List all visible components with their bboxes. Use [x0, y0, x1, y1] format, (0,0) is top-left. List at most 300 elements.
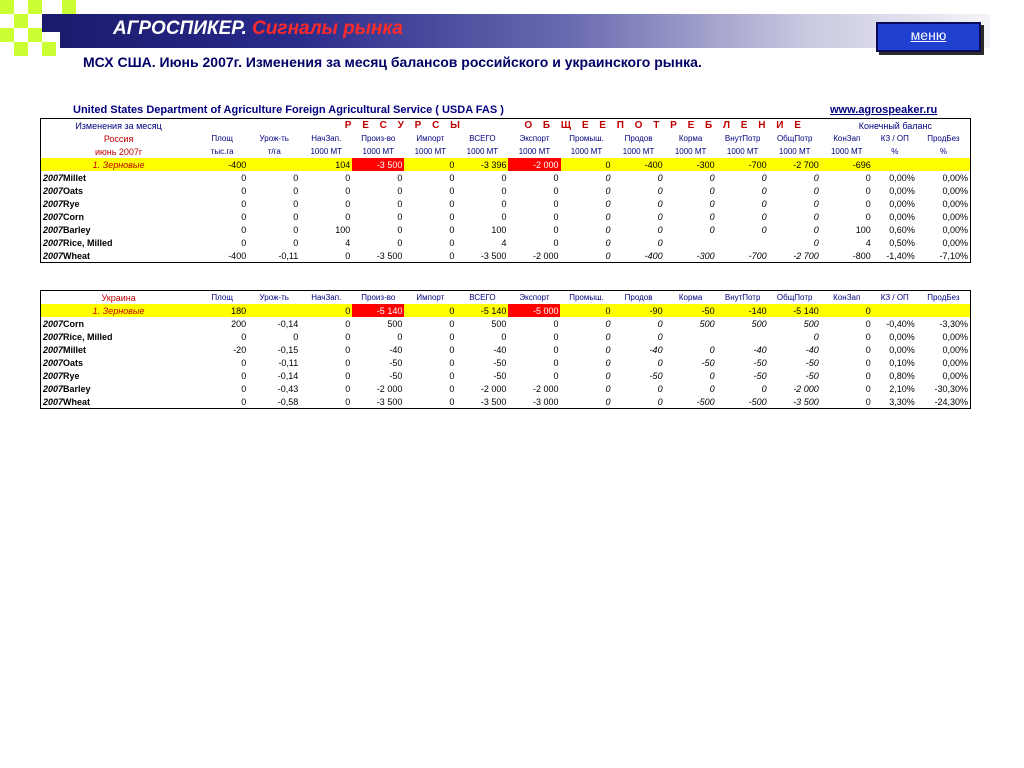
total-cell — [248, 158, 300, 171]
table-cell: -7,10% — [939, 250, 968, 261]
total-cell: -5 140 — [769, 304, 821, 317]
table-cell: -2 000 — [480, 383, 507, 394]
table-cell — [717, 236, 769, 249]
table-cell: 0 — [813, 198, 819, 209]
table-cell: -50 — [389, 370, 403, 381]
table-cell: 0,00% — [942, 211, 968, 222]
decor-square — [42, 42, 56, 56]
table-cell: 0 — [865, 396, 871, 407]
column-header: Экспорт — [519, 134, 550, 143]
table-cell: 500 — [751, 318, 767, 329]
table-cell: 0 — [241, 383, 247, 394]
year-label: 2007 — [43, 211, 64, 222]
table-cell: 0 — [865, 185, 871, 196]
table-cell: 0 — [241, 370, 247, 381]
ukraine-table-frame — [40, 290, 971, 409]
table-cell: -3 500 — [480, 250, 507, 261]
table-cell: 100 — [491, 224, 507, 235]
period-label: июнь 2007г — [94, 146, 143, 157]
column-header: КонЗап — [833, 293, 861, 302]
table-cell: 0 — [345, 250, 351, 261]
table-cell: 0,00% — [889, 172, 915, 183]
total-cell: 104 — [300, 158, 352, 171]
table-row — [41, 330, 970, 343]
table-cell: 0 — [241, 211, 247, 222]
table-cell: 0 — [241, 224, 247, 235]
year-label: 2007 — [43, 172, 64, 183]
table-cell: -0,15 — [277, 344, 299, 355]
table-cell: 0,80% — [889, 370, 915, 381]
table-cell: 0 — [293, 331, 299, 342]
table-cell: 0 — [241, 331, 247, 342]
table-cell: 0 — [397, 185, 403, 196]
table-cell: 500 — [387, 318, 403, 329]
table-cell: 0 — [449, 250, 455, 261]
table-cell: -40 — [649, 344, 663, 355]
table-cell: 0 — [397, 172, 403, 183]
table-cell: 0 — [709, 370, 715, 381]
crop-label — [41, 197, 196, 210]
table-row — [41, 343, 970, 356]
table-cell: 3,30% — [889, 396, 915, 407]
total-cell: 0 — [821, 304, 873, 317]
column-header: КонЗап — [833, 134, 861, 143]
table-cell: 0 — [605, 172, 611, 183]
table-cell: -3 500 — [480, 396, 507, 407]
table-cell: 0 — [813, 185, 819, 196]
table-cell: 0 — [293, 172, 299, 183]
crop-name: Corn — [63, 211, 85, 222]
table-cell — [665, 236, 717, 249]
decor-square — [14, 42, 28, 56]
table-cell: -30,30% — [934, 383, 968, 394]
year-label: 2007 — [43, 357, 64, 368]
table-cell: 0 — [241, 172, 247, 183]
table-cell: 0,00% — [889, 344, 915, 355]
total-cell: -3 396 — [456, 158, 508, 171]
total-cell: 0 — [404, 158, 456, 171]
table-cell: -0,58 — [277, 396, 299, 407]
table-cell: 4 — [501, 237, 507, 248]
total-cell: -5 140 — [456, 304, 508, 317]
table-cell: 0 — [241, 198, 247, 209]
table-cell: -2 000 — [532, 250, 559, 261]
total-cell: -5 000 — [508, 304, 560, 317]
table-row — [41, 356, 970, 369]
total-cell: 0 — [560, 304, 612, 317]
title-main: АГРОСПИКЕР. — [113, 18, 247, 39]
table-cell: 0,10% — [889, 357, 915, 368]
section-final-balance: Конечный баланс — [858, 120, 932, 131]
table-cell: 0 — [605, 318, 611, 329]
table-cell: 0 — [293, 237, 299, 248]
table-cell: 0 — [813, 172, 819, 183]
table-cell: 0 — [345, 211, 351, 222]
column-header: ПродБез — [927, 134, 960, 143]
table-cell: -3 500 — [376, 250, 403, 261]
source-agency: United States Department of Agriculture Foreign Agricultural Service ( USDA FAS ) — [73, 104, 504, 116]
year-label: 2007 — [43, 237, 64, 248]
total-cell: 0 — [300, 304, 352, 317]
russia-total-row — [41, 158, 970, 171]
year-label: 2007 — [43, 344, 64, 355]
table-cell: -50 — [805, 357, 819, 368]
table-cell: 0 — [241, 396, 247, 407]
table-cell: 4 — [865, 237, 871, 248]
table-cell: 0 — [761, 383, 767, 394]
column-header: ВСЕГО — [469, 293, 496, 302]
crop-name: Oats — [63, 357, 84, 368]
table-cell: 0 — [865, 383, 871, 394]
column-header: КЗ / ОП — [880, 134, 909, 143]
table-cell: 500 — [699, 318, 715, 329]
crop-name: Wheat — [63, 250, 91, 261]
table-cell: 0 — [397, 331, 403, 342]
crop-label — [41, 210, 196, 223]
table-cell: 0 — [397, 211, 403, 222]
table-cell: 0 — [553, 344, 559, 355]
crop-name: Barley — [63, 224, 91, 235]
column-header: Промыш. — [569, 134, 604, 143]
table-cell: 0 — [761, 172, 767, 183]
crop-name: Barley — [63, 383, 91, 394]
table-cell: 0 — [657, 211, 663, 222]
ukraine-table — [41, 291, 970, 408]
unit-label: % — [891, 147, 899, 156]
table-cell: 0,00% — [889, 211, 915, 222]
crop-name: Rye — [63, 370, 80, 381]
table-cell: 0 — [709, 198, 715, 209]
decor-square — [28, 0, 42, 14]
table-cell: 0,00% — [942, 357, 968, 368]
table-cell: 0 — [865, 344, 871, 355]
column-header: ОбщПотр — [776, 134, 813, 143]
table-cell: -1,40% — [886, 250, 915, 261]
table-row — [41, 395, 970, 408]
crop-name: Millet — [63, 172, 87, 183]
page-subtitle: МСХ США. Июнь 2007г. Изменения за месяц балансов российского и украинского рынка. — [83, 54, 702, 70]
table-cell — [665, 330, 717, 343]
table-cell: 0 — [605, 383, 611, 394]
total-cell: -696 — [821, 158, 873, 171]
total-cell: -400 — [196, 158, 248, 171]
table-cell: 0 — [553, 370, 559, 381]
table-cell: 0 — [553, 237, 559, 248]
table-cell: -50 — [493, 370, 507, 381]
unit-label: 1000 МТ — [570, 147, 603, 156]
table-cell: 0 — [657, 357, 663, 368]
table-cell: -3 500 — [793, 396, 819, 407]
table-cell: 0 — [605, 344, 611, 355]
section-consumption: О Б Щ Е Е П О Т Р Е Б Л Е Н И Е — [524, 120, 805, 131]
total-cell: -50 — [665, 304, 717, 317]
table-cell: -0,14 — [277, 370, 299, 381]
table-cell: 0 — [293, 198, 299, 209]
table-cell: 0 — [605, 211, 611, 222]
table-cell: -2 000 — [376, 383, 403, 394]
table-cell: 0 — [397, 224, 403, 235]
country-label: Россия — [103, 133, 134, 144]
table-cell: 0 — [657, 318, 663, 329]
crop-label — [41, 171, 196, 184]
table-cell: -40 — [805, 344, 819, 355]
table-cell: 0 — [657, 331, 663, 342]
table-cell: 0 — [553, 211, 559, 222]
crop-label — [41, 223, 196, 236]
menu-button[interactable]: меню — [876, 22, 981, 52]
crop-name: Rice, Milled — [63, 237, 113, 248]
table-cell: -800 — [852, 250, 871, 261]
table-cell: -50 — [805, 370, 819, 381]
table-cell: -50 — [649, 370, 663, 381]
total-cell: -400 — [613, 158, 665, 171]
table-cell: 0 — [449, 198, 455, 209]
table-cell: -50 — [753, 357, 767, 368]
decor-square — [28, 28, 42, 42]
table-cell: 100 — [335, 224, 351, 235]
table-row — [41, 210, 970, 223]
russia-header-row-1 — [41, 119, 970, 132]
total-cell: -3 500 — [352, 158, 404, 171]
year-label: 2007 — [43, 198, 64, 209]
russia-column-headers — [41, 132, 970, 145]
year-label: 2007 — [43, 250, 64, 261]
column-header: Экспорт — [519, 293, 550, 302]
table-cell: 0 — [553, 172, 559, 183]
column-header: Площ — [211, 293, 233, 302]
table-row — [41, 197, 970, 210]
russia-table — [41, 119, 970, 262]
table-cell: 0 — [709, 211, 715, 222]
table-cell: 0 — [241, 185, 247, 196]
total-cell: -2 700 — [769, 158, 821, 171]
table-cell: 0 — [709, 344, 715, 355]
country-label: Украина — [101, 292, 136, 303]
year-label: 2007 — [43, 185, 64, 196]
column-header: Произ-во — [361, 134, 396, 143]
unit-label: 1000 МТ — [466, 147, 499, 156]
table-cell: -0,11 — [278, 250, 299, 261]
table-cell: 0 — [657, 396, 663, 407]
table-cell: 0 — [761, 224, 767, 235]
table-cell: 0,60% — [889, 224, 915, 235]
unit-label: 1000 МТ — [726, 147, 759, 156]
table-cell: 0 — [813, 211, 819, 222]
column-header: НачЗап. — [311, 134, 342, 143]
total-cell: 180 — [196, 304, 248, 317]
table-cell: 0 — [345, 331, 351, 342]
unit-label: т/га — [267, 147, 281, 156]
total-cell — [873, 158, 917, 171]
table-cell: 0 — [397, 198, 403, 209]
column-header: ОбщПотр — [776, 293, 813, 302]
crop-label — [41, 343, 196, 356]
column-header: Урож-ть — [259, 134, 289, 143]
table-row — [41, 369, 970, 382]
table-cell: 0 — [293, 211, 299, 222]
table-cell: -2 000 — [793, 383, 819, 394]
table-cell: 0 — [345, 344, 351, 355]
total-cell: 0 — [561, 158, 613, 171]
crop-label — [41, 330, 196, 343]
table-cell: 0 — [761, 211, 767, 222]
table-cell: -40 — [389, 344, 403, 355]
decor-square — [14, 14, 28, 28]
unit-label: 1000 МТ — [362, 147, 395, 156]
table-cell: 0 — [813, 224, 819, 235]
table-cell: 0 — [501, 331, 507, 342]
crop-name: Oats — [63, 185, 84, 196]
table-cell: -50 — [493, 357, 507, 368]
table-cell: 0 — [865, 198, 871, 209]
table-cell: 0 — [865, 211, 871, 222]
table-cell: -700 — [748, 250, 767, 261]
table-cell: 0 — [241, 237, 247, 248]
table-cell: 0 — [657, 383, 663, 394]
table-cell: 0 — [813, 237, 819, 248]
table-cell: 0 — [553, 185, 559, 196]
table-cell: -2 000 — [532, 383, 559, 394]
crop-label — [41, 382, 196, 395]
table-cell: 0 — [709, 224, 715, 235]
table-cell: 0 — [449, 344, 455, 355]
table-cell: 0 — [605, 198, 611, 209]
table-cell: -3,30% — [939, 318, 968, 329]
table-cell: 0 — [553, 224, 559, 235]
table-cell: 500 — [803, 318, 819, 329]
table-cell: 0,50% — [889, 237, 915, 248]
crop-label — [41, 236, 196, 249]
crop-label — [41, 249, 196, 262]
changes-label: Изменения за месяц — [75, 120, 162, 131]
table-cell: 0 — [657, 224, 663, 235]
table-cell: 0,00% — [942, 185, 968, 196]
table-cell: 0 — [449, 331, 455, 342]
table-cell — [717, 330, 769, 343]
column-header: ВнутПотр — [724, 293, 761, 302]
crop-label — [41, 317, 196, 330]
column-header: Промыш. — [569, 293, 604, 302]
column-header: Площ — [211, 134, 233, 143]
table-cell: 0 — [501, 211, 507, 222]
column-header: КЗ / ОП — [880, 293, 909, 302]
table-cell: 0 — [345, 383, 351, 394]
table-cell: 0 — [449, 383, 455, 394]
total-cell: -700 — [717, 158, 769, 171]
table-cell: -500 — [748, 396, 767, 407]
table-cell: 0 — [293, 224, 299, 235]
column-header: Корма — [678, 293, 703, 302]
table-cell: 0 — [345, 185, 351, 196]
crop-label — [41, 369, 196, 382]
total-cell: -140 — [717, 304, 769, 317]
unit-label: 1000 МТ — [622, 147, 655, 156]
total-cell: -2 000 — [508, 158, 560, 171]
table-cell: 2,10% — [889, 383, 915, 394]
unit-label: 1000 МТ — [518, 147, 551, 156]
table-cell: 0 — [865, 370, 871, 381]
table-cell: -0,11 — [278, 357, 299, 368]
crop-label — [41, 395, 196, 408]
table-cell: 0 — [865, 357, 871, 368]
column-header: Произ-во — [361, 293, 396, 302]
total-label: 1. Зерновые — [41, 304, 196, 317]
table-cell: -400 — [228, 250, 247, 261]
table-cell: 0 — [657, 237, 663, 248]
crop-label — [41, 184, 196, 197]
table-cell: 0,00% — [942, 172, 968, 183]
table-cell: 0 — [605, 250, 611, 261]
table-cell: 0 — [241, 357, 247, 368]
table-cell: 0 — [553, 198, 559, 209]
table-row — [41, 249, 970, 262]
table-cell: 0 — [605, 237, 611, 248]
table-row — [41, 317, 970, 330]
total-cell: -300 — [665, 158, 717, 171]
table-cell: -20 — [233, 344, 247, 355]
table-cell: -40 — [753, 344, 767, 355]
year-label: 2007 — [43, 224, 64, 235]
table-cell: 0,00% — [889, 331, 915, 342]
table-cell: 0 — [345, 370, 351, 381]
table-cell: 0 — [605, 357, 611, 368]
table-cell: 0 — [605, 331, 611, 342]
table-cell: -50 — [389, 357, 403, 368]
russia-table-frame — [40, 118, 971, 263]
table-cell: 0 — [709, 383, 715, 394]
unit-label: 1000 МТ — [674, 147, 707, 156]
table-cell: 4 — [345, 237, 351, 248]
table-cell: 0 — [449, 237, 455, 248]
table-row — [41, 223, 970, 236]
decor-square — [0, 0, 14, 14]
table-cell: 0 — [449, 172, 455, 183]
total-cell: -5 140 — [352, 304, 404, 317]
table-row — [41, 184, 970, 197]
section-resources: Р Е С У Р С Ы — [344, 120, 464, 131]
year-label: 2007 — [43, 331, 64, 342]
table-cell: -0,40% — [886, 318, 915, 329]
table-cell: 0,00% — [942, 224, 968, 235]
table-cell: 0,00% — [942, 370, 968, 381]
column-header: ВнутПотр — [724, 134, 761, 143]
column-header: Корма — [678, 134, 703, 143]
crop-label — [41, 356, 196, 369]
table-cell: 0 — [501, 172, 507, 183]
table-row — [41, 171, 970, 184]
table-cell: 0 — [553, 357, 559, 368]
unit-label: 1000 МТ — [830, 147, 863, 156]
column-header: Продов — [624, 293, 653, 302]
russia-unit-row — [41, 145, 970, 158]
decor-square — [62, 0, 76, 14]
table-cell: -500 — [696, 396, 715, 407]
decor-square — [0, 28, 14, 42]
table-cell: 0 — [501, 198, 507, 209]
crop-name: Corn — [63, 318, 85, 329]
table-cell: 0 — [605, 370, 611, 381]
source-link[interactable]: www.agrospeaker.ru — [830, 104, 938, 116]
table-cell: 100 — [855, 224, 871, 235]
table-cell: -40 — [493, 344, 507, 355]
table-cell: 0 — [449, 185, 455, 196]
crop-name: Rice, Milled — [63, 331, 113, 342]
table-cell: 0 — [605, 224, 611, 235]
unit-label: % — [939, 147, 947, 156]
table-cell: -50 — [701, 357, 715, 368]
table-cell: 0 — [345, 396, 351, 407]
table-cell: -3 500 — [376, 396, 403, 407]
